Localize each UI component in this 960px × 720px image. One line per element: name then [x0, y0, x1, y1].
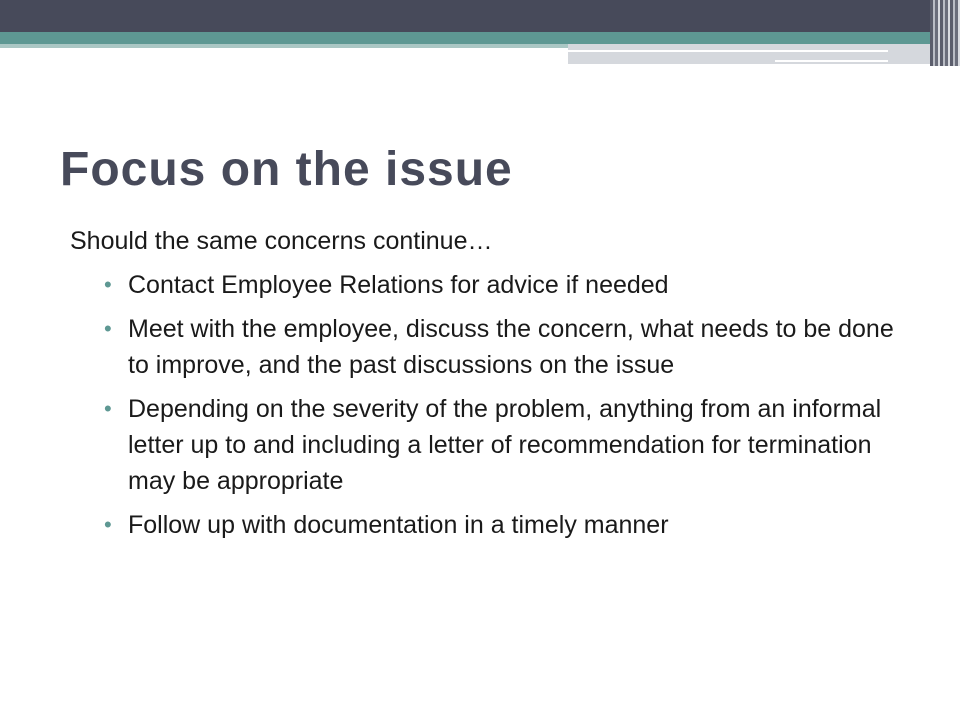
slide-title: Focus on the issue	[60, 143, 513, 196]
header-divider-line-short	[775, 60, 888, 62]
slide-body	[70, 223, 900, 551]
bullet-icon: •	[104, 396, 112, 421]
header-stripes-decoration	[930, 0, 960, 66]
bullet-icon: •	[104, 272, 112, 297]
bullet-item	[70, 507, 900, 543]
bullet-text: Meet with the employee, discuss the concern, what needs to be done to improve, and the past discussions on the issue	[128, 315, 894, 379]
bullet-list	[70, 267, 900, 543]
bullet-text: Contact Employee Relations for advice if needed	[128, 271, 669, 299]
bullet-text: Follow up with documentation in a timely manner	[128, 511, 669, 539]
bullet-icon: •	[104, 512, 112, 537]
lead-text: Should the same concerns continue…	[70, 227, 493, 255]
bullet-icon: •	[104, 316, 112, 341]
bullet-item	[70, 267, 900, 303]
header-bar	[0, 0, 960, 32]
header-accent-light	[0, 44, 568, 48]
bullet-item	[70, 391, 900, 499]
header-accent-band	[0, 32, 930, 44]
bullet-item	[70, 311, 900, 383]
header-divider-line	[568, 50, 888, 52]
bullet-text: Depending on the severity of the problem, anything from an informal letter up to and including a letter of recommendation for termination may be appropriate	[128, 395, 882, 495]
